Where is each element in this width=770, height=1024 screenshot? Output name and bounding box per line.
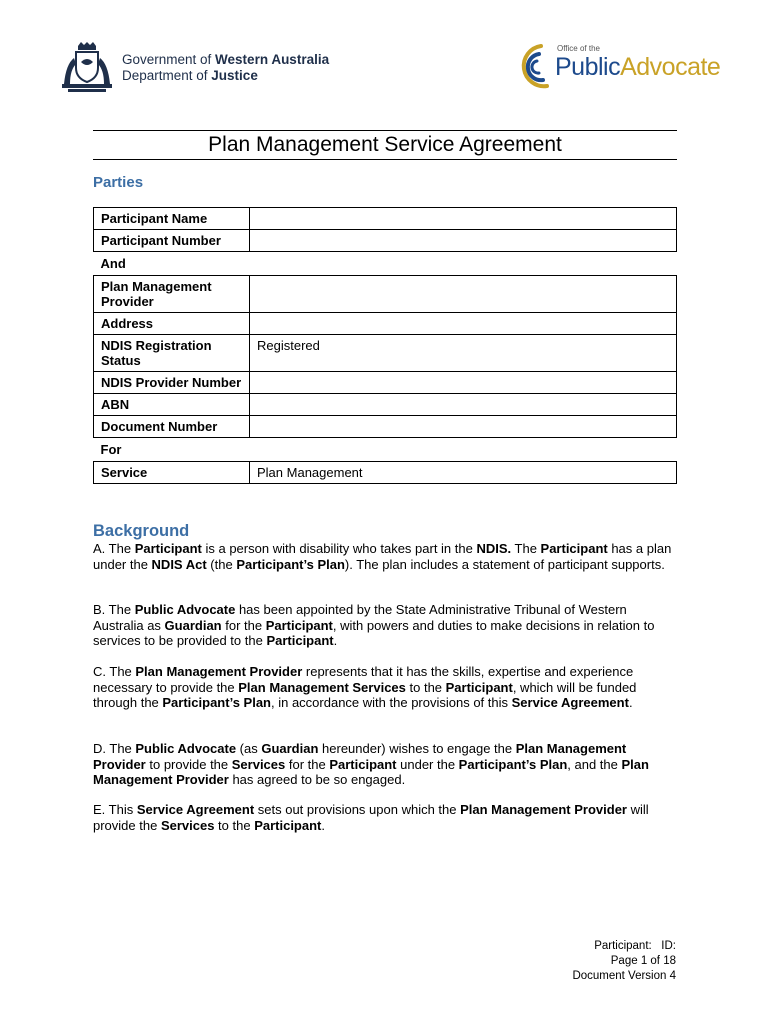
for-label: For — [94, 438, 677, 462]
table-row — [94, 313, 677, 335]
address-field[interactable] — [250, 313, 677, 335]
public-advocate-logo — [513, 40, 720, 94]
participant-name-label: Participant Name — [94, 208, 250, 230]
background-paragraph-d: D. The Public Advocate (as Guardian hereunder) wishes to engage the Plan Management Provider to provide the Services for the Participant under the Participant’s Plan, and the Plan Management Provider has agreed to be so engaged. — [93, 741, 649, 787]
wa-crest-icon — [58, 40, 116, 94]
provider-label: Plan Management Provider — [94, 276, 250, 313]
gov-line-1: Government of Western Australia — [122, 52, 330, 67]
ndis-status-label: NDIS Registration Status — [94, 335, 250, 372]
table-row — [94, 462, 677, 484]
service-field[interactable]: Plan Management — [250, 462, 677, 484]
title-rule-bottom — [93, 159, 677, 160]
background-paragraph-a: A. The Participant is a person with disability who takes part in the NDIS. The Participant has a plan under the NDIS Act (the Participant’s Plan). The plan includes a statement of participant supports. — [93, 541, 672, 572]
background-paragraph-c: C. The Plan Management Provider represents that it has the skills, expertise and experience necessary to provide the Plan Management Services to the Participant, which will be funded through the Participant’s Plan, in accordance with the provisions of this Service Agreement. — [93, 664, 637, 710]
service-label: Service — [94, 462, 250, 484]
table-row — [94, 276, 677, 313]
gov-line-2: Department of Justice — [122, 68, 258, 83]
participant-number-label: Participant Number — [94, 230, 250, 252]
public-advocate-swirl-icon — [513, 42, 553, 92]
title-rule-top — [93, 130, 677, 131]
parties-heading: Parties — [93, 174, 144, 191]
abn-label: ABN — [94, 394, 250, 416]
table-row — [94, 416, 677, 438]
document-title: Plan Management Service Agreement — [208, 133, 562, 156]
background-heading: Background — [93, 522, 190, 540]
participant-name-field[interactable] — [250, 208, 677, 230]
address-label: Address — [94, 313, 250, 335]
page-footer — [572, 939, 676, 984]
table-row — [94, 252, 677, 276]
background-paragraph-b: B. The Public Advocate has been appointed by the State Administrative Tribunal of Western Australia as Guardian for the Participant, with powers and duties to make decisions in relation to services to be provided to the Participant. — [93, 602, 655, 648]
abn-field[interactable] — [250, 394, 677, 416]
provider-field[interactable] — [250, 276, 677, 313]
document-number-field[interactable] — [250, 416, 677, 438]
footer-participant-id: Participant: ID: — [594, 940, 676, 952]
ndis-provider-number-label: NDIS Provider Number — [94, 372, 250, 394]
government-logo — [58, 40, 329, 94]
background-paragraph-e: E. This Service Agreement sets out provisions upon which the Plan Management Provider will provide the Services to the Participant. — [93, 802, 649, 833]
pa-small-text: Office of the — [557, 44, 600, 53]
table-row — [94, 372, 677, 394]
ndis-provider-number-field[interactable] — [250, 372, 677, 394]
pa-name: PublicAdvocate — [555, 53, 721, 81]
footer-document-version: Document Version 4 — [572, 970, 676, 982]
table-row — [94, 394, 677, 416]
table-row — [94, 208, 677, 230]
document-number-label: Document Number — [94, 416, 250, 438]
parties-table — [93, 207, 677, 484]
table-row — [94, 335, 677, 372]
ndis-status-field[interactable]: Registered — [250, 335, 677, 372]
participant-number-field[interactable] — [250, 230, 677, 252]
footer-page-number: Page 1 of 18 — [610, 955, 676, 967]
table-row — [94, 438, 677, 462]
table-row — [94, 230, 677, 252]
and-label: And — [94, 252, 677, 276]
